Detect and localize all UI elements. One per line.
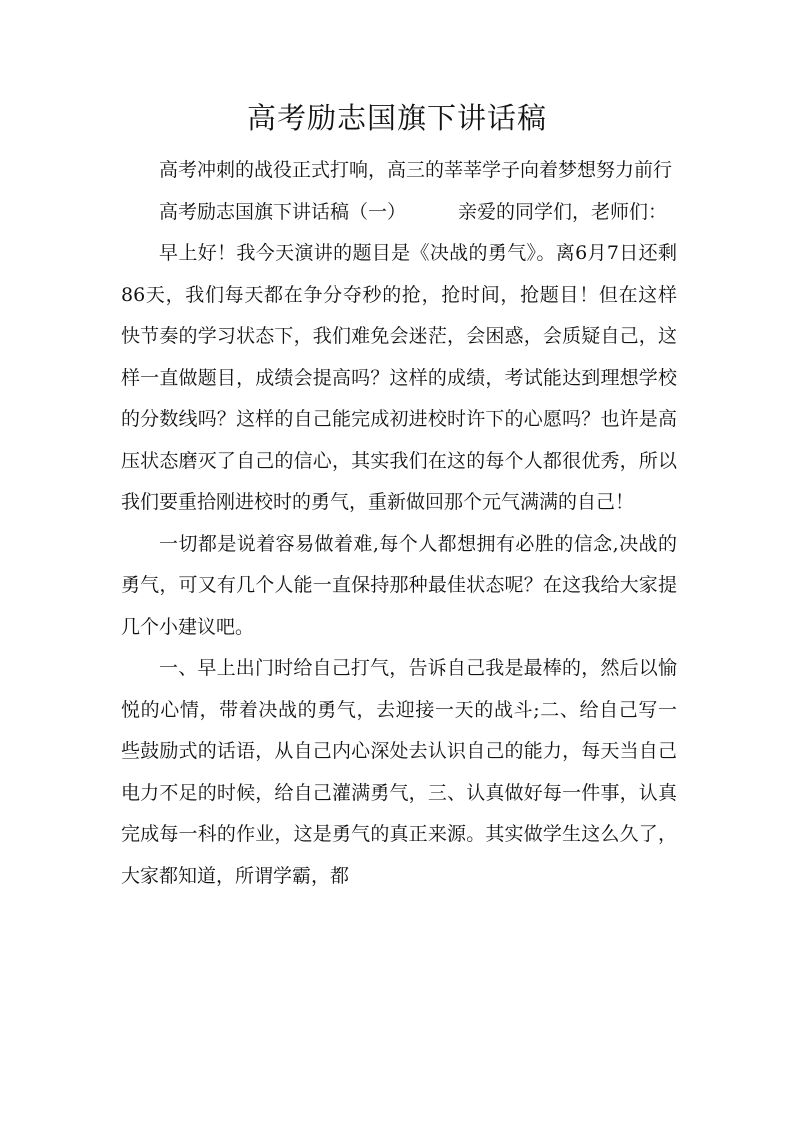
body-paragraph-3: 一、早上出门时给自己打气，告诉自己我是最棒的，然后以愉悦的心情，带着决战的勇气，去迎接一天的战斗;二、给自己写一些鼓励式的话语，从自己内心深处去认识自己的能力，每天当自己电力不足的时候，给自己灌满勇气，三、认真做好每一件事，认真完成每一科的作业，这是勇气的真正来源。其实做学生这么久了，大家都知道，所谓学霸，都 [121, 657, 677, 887]
intro-paragraph: 高考冲刺的战役正式打响，高三的莘莘学子向着梦想努力前行 [159, 159, 673, 181]
greeting: 亲爱的同学们，老师们： [458, 200, 668, 223]
document-title: 高考励志国旗下讲话稿 [246, 101, 547, 135]
document-body [121, 150, 677, 897]
speech-heading: 高考励志国旗下讲话稿（一） [159, 200, 407, 223]
body-paragraph-2: 一切都是说着容易做着难,每个人都想拥有必胜的信念,决战的勇气，可又有几个人能一直保持那种最佳状态呢？在这我给大家提几个小建议吧。 [121, 532, 677, 638]
body-paragraph-1: 早上好！我今天演讲的题目是《决战的勇气》。离6月7日还剩86天，我们每天都在争分夺秒的抢，抢时间，抢题目！但在这样快节奏的学习状态下，我们难免会迷茫，会困惑，会质疑自己，这样一直做题目，成绩会提高吗？这样的成绩，考试能达到理想学校的分数线吗？这样的自己能完成初进校时许下的心愿吗？也许是高压状态磨灭了自己的信心，其实我们在这的每个人都很优秀，所以我们要重拾刚进校时的勇气，重新做回那个元气满满的自己！ [121, 242, 677, 513]
heading-paragraph [121, 192, 677, 234]
